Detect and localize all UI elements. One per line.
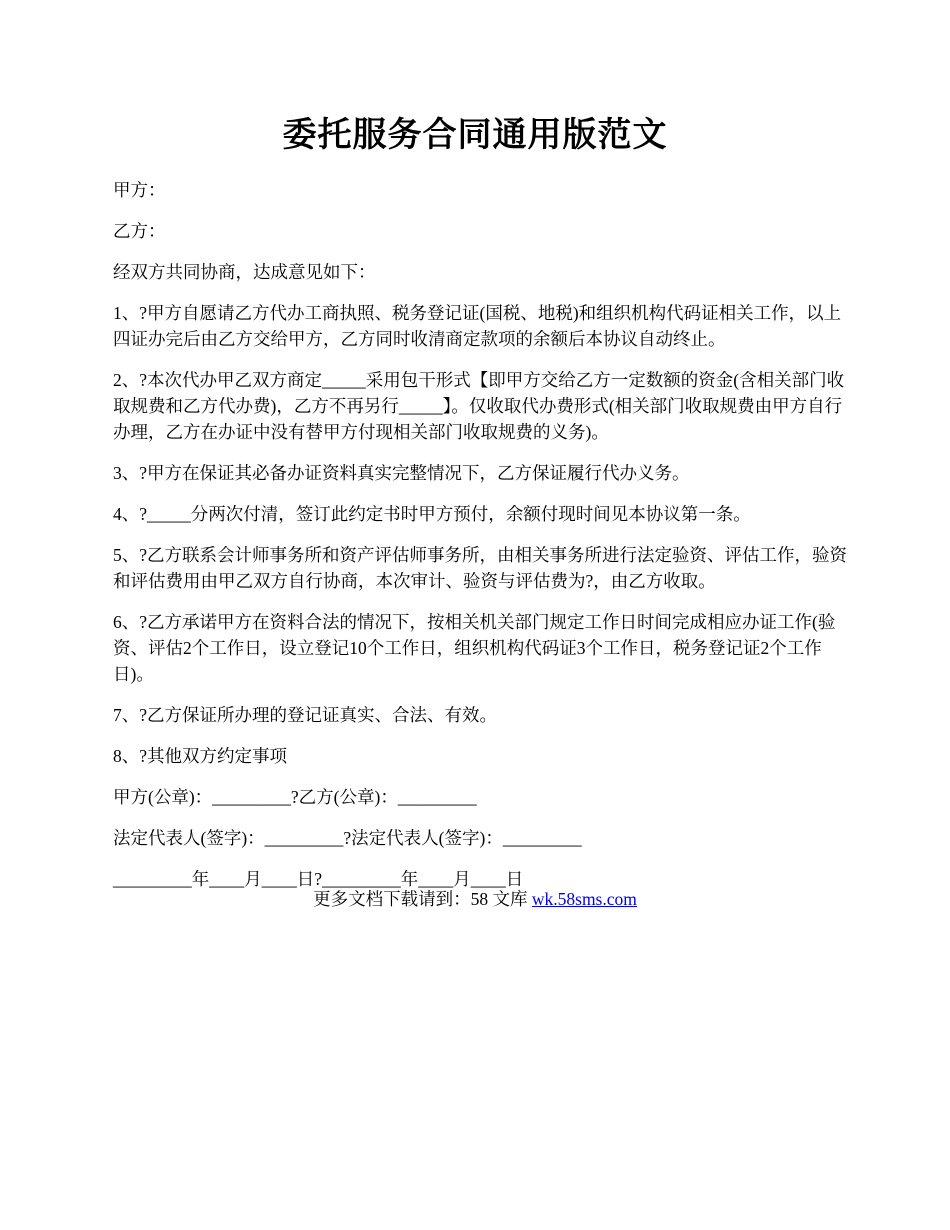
clause-7: 7、?乙方保证所办理的登记证真实、合法、有效。: [113, 705, 498, 725]
clause-3: 3、?甲方在保证其必备办证资料真实完整情况下，乙方保证履行代办义务。: [113, 463, 690, 483]
clause-8: 8、?其他双方约定事项: [113, 746, 288, 766]
intro-paragraph: 经双方共同协商，达成意见如下：: [113, 262, 376, 282]
clause-1: 1、?甲方自愿请乙方代办工商执照、税务登记证(国税、地税)和组织机构代码证相关工作，以上四证办完后由乙方交给甲方，乙方同时收清商定款项的余额后本协议自动终止。: [113, 303, 842, 349]
seal-signature-line: 甲方(公章)：_________?乙方(公章)：_________: [113, 787, 477, 807]
clause-5: 5、?乙方联系会计师事务所和资产评估师事务所，由相关事务所进行法定验资、评估工作，验资和评估费用由甲乙双方自行协商，本次审计、验资与评估费为?，由乙方收取。: [113, 545, 848, 591]
document-body: [113, 177, 853, 907]
party-b-line: 乙方：: [113, 221, 166, 241]
clause-6: 6、?乙方承诺甲方在资料合法的情况下，按相关机关部门规定工作日时间完成相应办证工作(验资、评估2个工作日，设立登记10个工作日，组织机构代码证3个工作日，税务登记证2个工作日)。: [113, 612, 836, 684]
download-link[interactable]: wk.58sms.com: [531, 889, 637, 909]
clause-2: 2、?本次代办甲乙双方商定_____采用包干形式【即甲方交给乙方一定数额的资金(含相关部门收取规费和乙方代办费)，乙方不再另行_____】。仅收取代办费形式(相关部门收取规费由甲方自行办理，乙方在办证中没有替甲方付现相关部门收取规费的义务)。: [113, 370, 845, 442]
document-title: 委托服务合同通用版范文: [282, 117, 668, 154]
representative-signature-line: 法定代表人(签字)：_________?法定代表人(签字)：_________: [113, 828, 582, 848]
clause-4: 4、?_____分两次付清，签订此约定书时甲方预付，余额付现时间见本协议第一条。: [113, 504, 751, 524]
footer-prefix: 更多文档下载请到：58 文库: [313, 889, 532, 909]
date-line: _________年____月____日?_________年____月____日: [113, 869, 524, 889]
download-footer: [0, 886, 950, 912]
party-a-line: 甲方：: [113, 180, 166, 200]
